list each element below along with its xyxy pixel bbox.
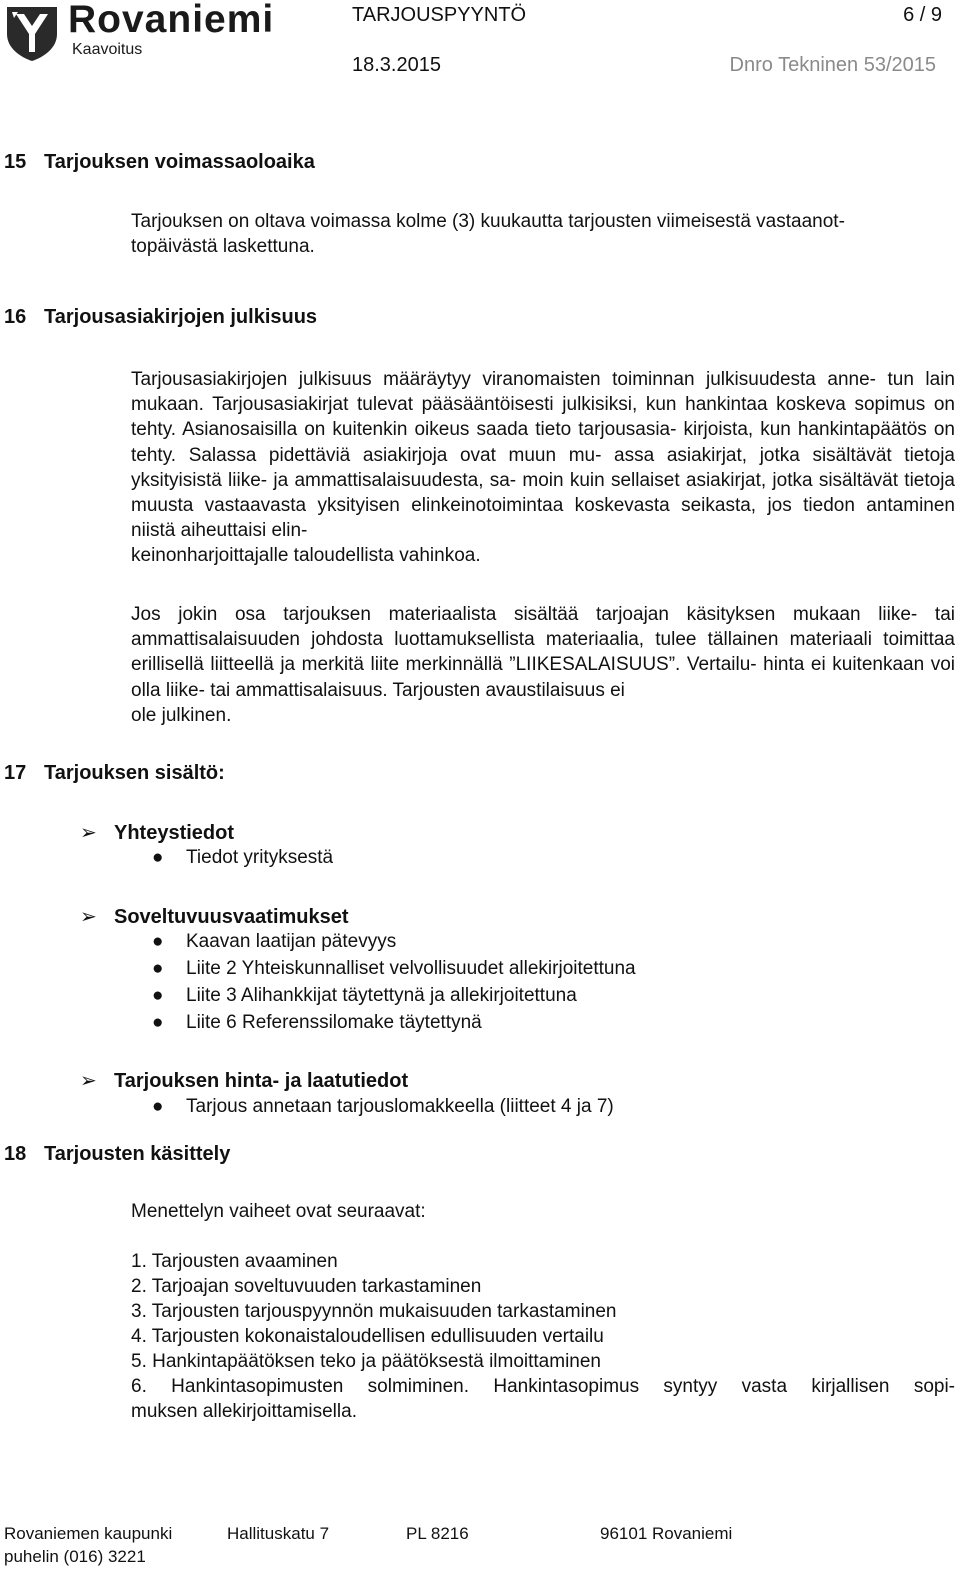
document-type: TARJOUSPYYNTÖ [352, 4, 527, 26]
step-item: 1. Tarjousten avaaminen [131, 1251, 338, 1272]
section-title: Tarjouksen sisältö: [44, 762, 225, 784]
arrow-bullet-icon: ➢ [80, 906, 97, 928]
intro-text: Menettelyn vaiheet ovat seuraavat: [131, 1201, 426, 1222]
list-item [152, 931, 396, 953]
dot-bullet-icon: ● [152, 1096, 164, 1117]
procedure-steps [131, 1249, 955, 1424]
section-title: Tarjouksen voimassaoloaika [44, 151, 315, 173]
section-title: Tarjousten käsittely [44, 1143, 231, 1165]
paragraph-text: Jos jokin osa tarjouksen materiaalista sisältää tarjoajan käsityksen mukaan liike- tai ammattisalaisuuden johdosta luottamuksellista materiaalia, tulee tällainen materiaali toimittaa erillisellä liitteellä ja merkitä liite merkinnällä ”LIIKESALAISUUS”. Vertailu- hinta ei kuitenkaan voi olla liike- tai ammattisalaisuus. Tarjousten avaustilaisuus ei [131, 604, 955, 701]
paragraph-text: Tarjousasiakirjojen julkisuus määräytyy viranomaisten toiminnan julkisuudesta anne- tun lain mukaan. Tarjousasiakirjat tulevat pääsääntöisesti julkisiksi, kun hankintaa koskeva sopimus on tehty. Asianosaisilla on kuitenkin oikeus saada tieto tarjousasia- kirjoista, kun hankintapäätös on tehty. Salassa pidettäviä asiakirjoja ovat muun mu- assa asiakirjat, jotka sisältävät tietoja yksityisistä liike- ja ammattisalaisuudesta, sa- moin kuin sellaiset asiakirjat, jotka sisältävät tietoja muusta vastaavasta yksityisen elinkeinotoimintaa koskevasta seikasta, jos tiedon antaminen niistä aiheuttaisi elin- [131, 369, 955, 542]
list-item [152, 1012, 482, 1034]
step-item: 3. Tarjousten tarjouspyynnön mukaisuuden tarkastaminen [131, 1301, 617, 1322]
group-contact-info [80, 820, 234, 845]
list-item-text: Liite 6 Referenssilomake täytettynä [186, 1012, 482, 1033]
step-item: 2. Tarjoajan soveltuvuuden tarkastaminen [131, 1276, 482, 1297]
group-price-quality [80, 1068, 408, 1093]
arrow-bullet-icon: ➢ [80, 1070, 97, 1092]
dot-bullet-icon: ● [152, 931, 164, 952]
step-item-continuation: muksen allekirjoittamisella. [131, 1401, 357, 1422]
footer-pobox: PL 8216 [406, 1524, 469, 1543]
paragraph-last-line: ole julkinen. [131, 704, 232, 726]
step-item: 5. Hankintapäätöksen teko ja päätöksestä ilmoittaminen [131, 1351, 601, 1372]
list-item-text: Tiedot yrityksestä [186, 847, 334, 868]
list-item [152, 985, 577, 1007]
paragraph-last-line: keinonharjoittajalle taloudellista vahinkoa. [131, 545, 481, 567]
dot-bullet-icon: ● [152, 958, 164, 979]
section-15-text [131, 209, 955, 259]
section-16-paragraph-1 [131, 367, 955, 569]
group-title: Tarjouksen hinta- ja laatutiedot [114, 1070, 409, 1092]
group-title: Soveltuvuusvaatimukset [114, 906, 349, 928]
section-number: 15 [4, 151, 27, 173]
section-15-heading [4, 151, 315, 174]
list-item [152, 958, 636, 980]
logo-subtitle: Kaavoitus [72, 41, 143, 58]
list-item [152, 1096, 614, 1118]
dot-bullet-icon: ● [152, 1012, 164, 1033]
list-item-text: Kaavan laatijan pätevyys [186, 931, 397, 952]
text-line: Tarjouksen on oltava voimassa kolme (3) kuukautta tarjousten viimeisestä vastaanot- [131, 211, 845, 232]
section-16-paragraph-2 [131, 602, 955, 728]
list-item-text: Liite 3 Alihankkijat täytettynä ja allekirjoitettuna [186, 985, 577, 1006]
group-eligibility [80, 904, 349, 929]
step-item: 6. Hankintasopimusten solmiminen. Hankintasopimus syntyy vasta kirjallisen sopi- [131, 1376, 955, 1397]
rovaniemi-coat-of-arms-icon [4, 4, 60, 62]
section-18-heading [4, 1143, 230, 1166]
group-title: Yhteystiedot [114, 822, 235, 844]
page-number: 6 / 9 [903, 4, 942, 26]
footer-organization: Rovaniemen kaupunki [4, 1524, 173, 1543]
dot-bullet-icon: ● [152, 985, 164, 1006]
footer-phone: puhelin (016) 3221 [4, 1547, 146, 1566]
list-item-text: Tarjous annetaan tarjouslomakkeella (liitteet 4 ja 7) [186, 1096, 614, 1117]
list-item [152, 847, 333, 869]
footer-postal: 96101 Rovaniemi [600, 1524, 733, 1543]
section-number: 16 [4, 306, 27, 328]
list-item-text: Liite 2 Yhteiskunnalliset velvollisuudet allekirjoitettuna [186, 958, 636, 979]
step-item: 4. Tarjousten kokonaistaloudellisen edullisuuden vertailu [131, 1326, 604, 1347]
section-17-heading [4, 762, 225, 785]
dot-bullet-icon: ● [152, 847, 164, 868]
document-date: 18.3.2015 [352, 54, 441, 76]
text-line: topäivästä laskettuna. [131, 236, 315, 258]
section-18-intro [131, 1199, 955, 1224]
section-title: Tarjousasiakirjojen julkisuus [44, 306, 318, 328]
section-number: 18 [4, 1143, 27, 1165]
logo-name: Rovaniemi [68, 0, 275, 41]
section-16-heading [4, 306, 317, 329]
document-reference: Dnro Tekninen 53/2015 [729, 54, 936, 76]
arrow-bullet-icon: ➢ [80, 822, 97, 844]
section-number: 17 [4, 762, 27, 784]
footer-street: Hallituskatu 7 [227, 1524, 330, 1543]
